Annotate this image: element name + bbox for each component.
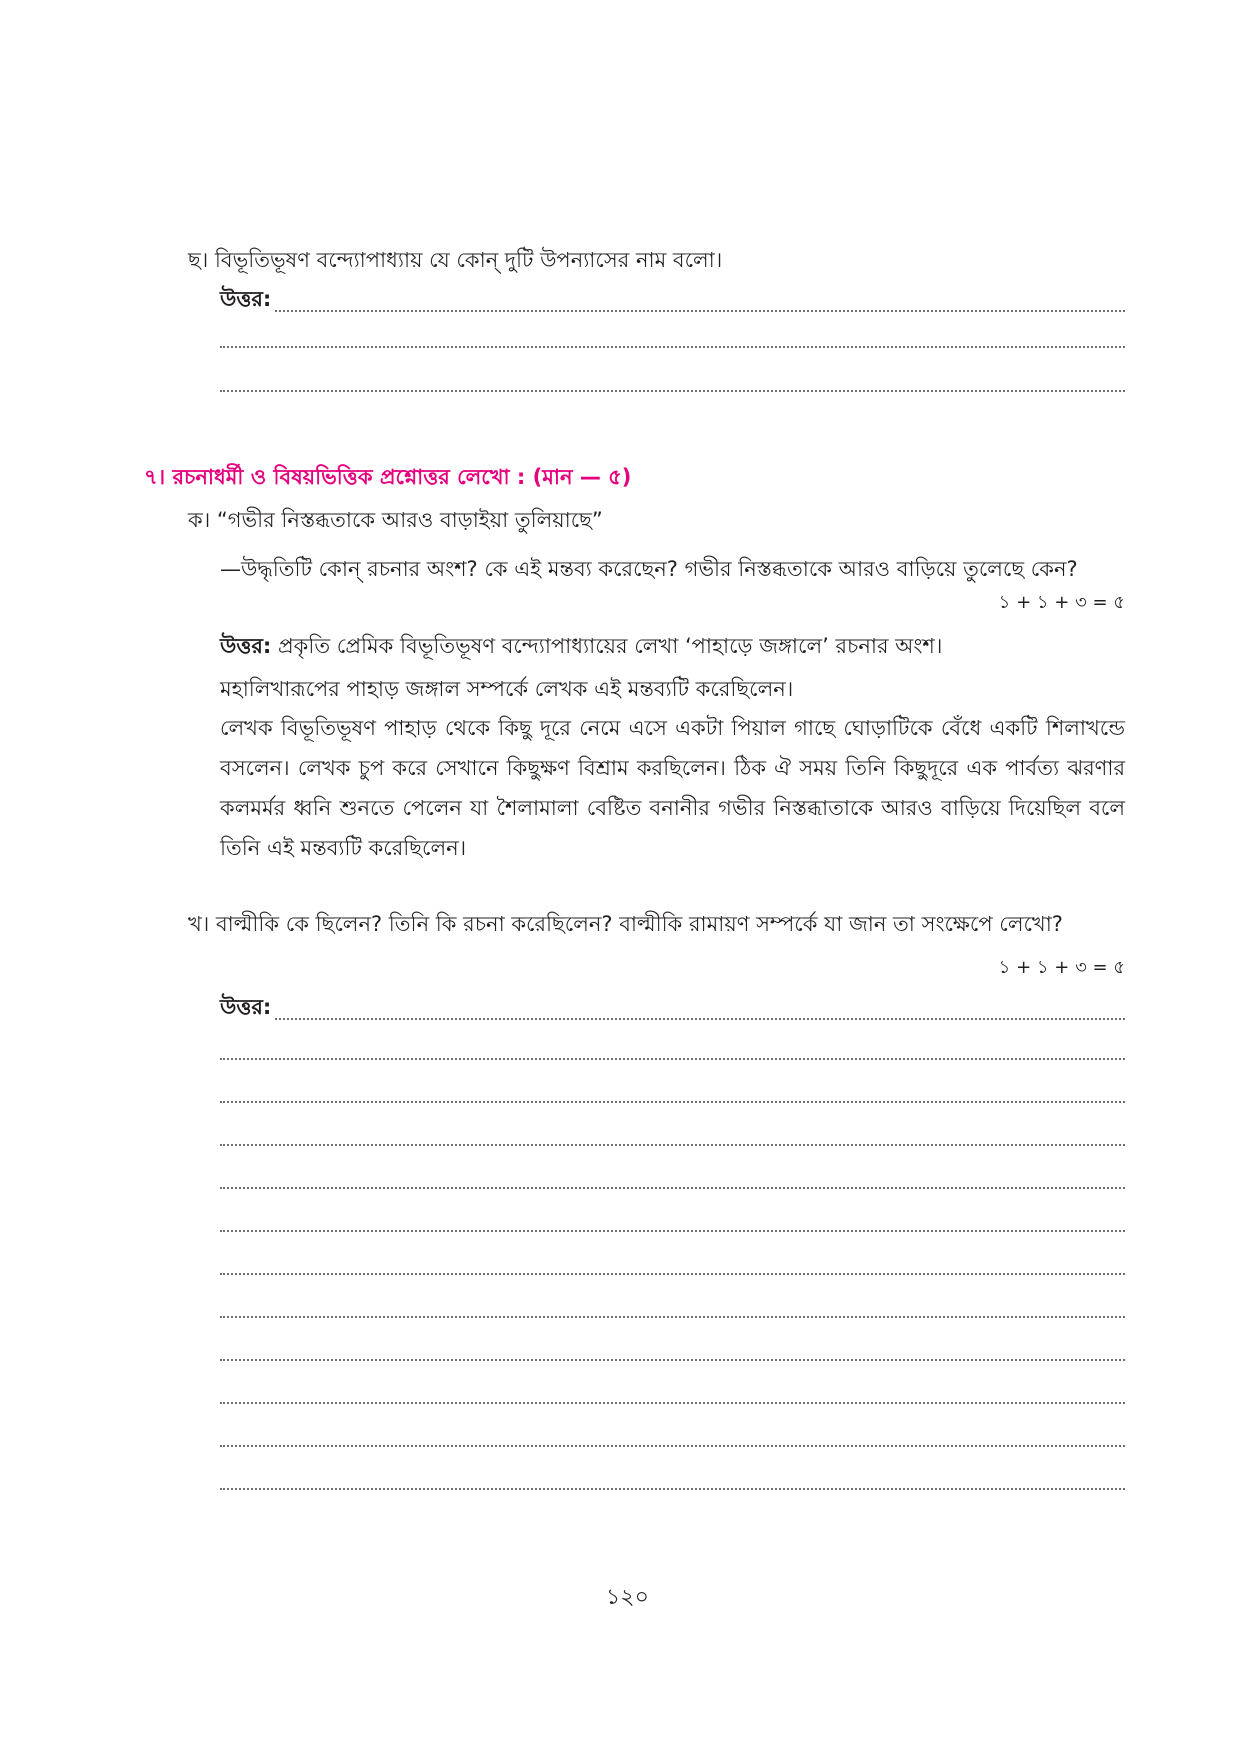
answer-ka-paragraph: লেখক বিভূতিভূষণ পাহাড় থেকে কিছু দূরে নেমে এসে একটা পিয়াল গাছে ঘোড়াটিকে বেঁধে একটি শিলাখন্ডে বসলেন। লেখক চুপ করে সেখানে কিছুক্ষণ বিশ্রাম করছিলেন। ঠিক ঐ সময় তিনি কিছুদূরে এক পার্বত্য ঝরণার কলমর্মর ধ্বনি শুনতে পেলেন যা শৈলামালা বেষ্টিত বনানীর গভীর নিস্তব্ধাতাকে আরও বাড়িয়ে দিয়েছিল বলে তিনি এই মন্তব্যটি করেছিলেন। (220, 716, 1125, 860)
question-kha: খ। বাল্মীকি কে ছিলেন? তিনি কি রচনা করেছিলেন? বাল্মীকি রামায়ণ সম্পর্কে যা জান তা সংক্ষেপে লেখো? (188, 912, 1063, 936)
answer-line-kha-1[interactable] (220, 996, 1125, 1026)
answer-line-chha-3[interactable] (220, 390, 1125, 392)
answer-line-kha-11[interactable] (220, 1445, 1125, 1447)
page-number: ১২০ (606, 1585, 649, 1610)
answer-line-chha-1[interactable] (220, 288, 1125, 318)
answer-line-chha-2[interactable] (220, 346, 1125, 348)
answer-label: উত্তর: (220, 287, 272, 311)
answer-line-kha-12[interactable] (220, 1488, 1125, 1490)
marks-ka: ১ + ১ + ৩ = ৫ (998, 592, 1125, 613)
answer-line-kha-6[interactable] (220, 1230, 1125, 1232)
section-heading: ৭। রচনাধর্মী ও বিষয়ভিত্তিক প্রশ্নোত্তর লেখো : (মান — ৫) (144, 465, 632, 489)
question-ka-quote: ক। “গভীর নিস্তব্ধতাকে আরও বাড়াইয়া তুলিয়াছে” (188, 508, 603, 532)
answer-line-kha-2[interactable] (220, 1058, 1125, 1060)
question-chha: ছ। বিভূতিভূষণ বন্দ্যোপাধ্যায় যে কোন্ দুটি উপন্যাসের নাম বলো। (188, 248, 723, 272)
answer-line-kha-9[interactable] (220, 1359, 1125, 1361)
answer-ka-line1 (220, 630, 942, 665)
answer-line-kha-4[interactable] (220, 1144, 1125, 1146)
answer-line-kha-8[interactable] (220, 1316, 1125, 1318)
dotted-line (275, 310, 1125, 312)
answer-ka-text1: প্রকৃতি প্রেমিক বিভূতিভূষণ বন্দ্যোপাধ্যায়ের লেখা ‘পাহাড়ে জঙ্গালে’ রচনার অংশ। (271, 634, 943, 658)
dotted-line (275, 1018, 1125, 1020)
answer-line-kha-5[interactable] (220, 1187, 1125, 1189)
answer-label: উত্তর: (220, 634, 272, 658)
answer-line-kha-7[interactable] (220, 1273, 1125, 1275)
marks-kha: ১ + ১ + ৩ = ৫ (998, 957, 1125, 978)
question-ka-sub: —উদ্ধৃতিটি কোন্ রচনার অংশ? কে এই মন্তব্য করেছেন? গভীর নিস্তব্ধতাকে আরও বাড়িয়ে তুলেছে কেন? (220, 557, 1078, 581)
answer-label: উত্তর: (220, 995, 272, 1019)
answer-ka-line2: মহালিখারূপের পাহাড় জঙ্গাল সম্পর্কে লেখক এই মন্তব্যটি করেছিলেন। (220, 677, 794, 701)
answer-line-kha-3[interactable] (220, 1101, 1125, 1103)
answer-line-kha-10[interactable] (220, 1402, 1125, 1404)
